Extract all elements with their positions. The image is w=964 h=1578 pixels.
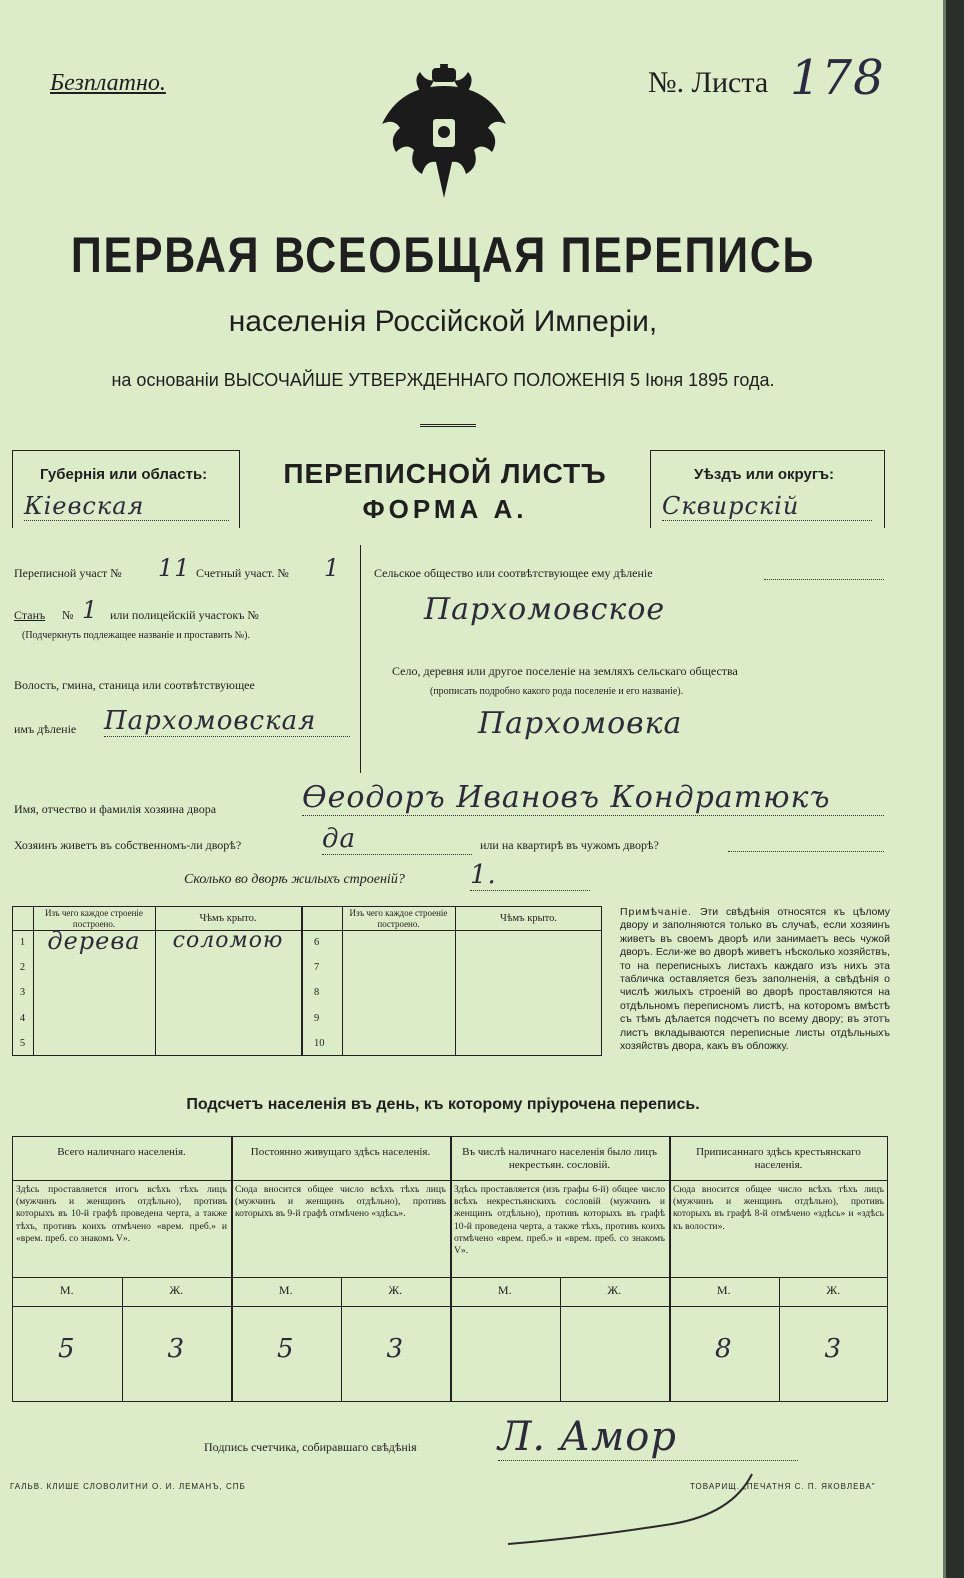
- note-title: Примѣчаніе.: [620, 906, 693, 918]
- building-roof: соломою: [172, 928, 284, 953]
- building-material: дерева: [47, 927, 141, 955]
- population-col-desc: Сюда вносится общее число всѣхъ тѣхъ лицъ (мужчинъ и женщинъ отдѣльно), противъ которыхъ въ 9-й графѣ отмѣчено «здѣсь».: [235, 1184, 446, 1220]
- count-district-label: Счетный участ. №: [196, 566, 289, 580]
- village-label: Село, деревня или другое поселеніе на земляхъ сельскаго общества: [392, 664, 738, 678]
- owner-name-label: Имя, отчество и фамилія хозяина двора: [14, 802, 217, 816]
- male-count: 5: [57, 1334, 76, 1364]
- page-subtitle: населенія Россійской Имперіи,: [228, 305, 658, 338]
- district-value: 11: [158, 554, 191, 582]
- female-header: Ж.: [169, 1283, 184, 1297]
- scan-edge: [946, 0, 964, 1578]
- signature-label: Подпись счетчика, собиравшаго свѣдѣнія: [204, 1440, 417, 1454]
- female-header: Ж.: [607, 1283, 622, 1297]
- form-subtitle: ФОРМА А.: [362, 494, 528, 524]
- underline-note: (Подчеркнуть подлежащее названіе и проставить №).: [22, 630, 250, 641]
- sheet-number-label: №. Листа: [648, 66, 769, 99]
- basis-line: на основаніи ВЫСОЧАЙШЕ УТВЕРЖДЕННАГО ПОЛОЖЕНІЯ 5 Іюня 1895 года.: [111, 370, 775, 390]
- stan-label: Станъ: [14, 608, 46, 622]
- row-number: 6: [314, 937, 320, 948]
- population-heading: Подсчетъ населенія въ день, къ которому пріурочена перепись.: [186, 1096, 700, 1113]
- female-count: 3: [167, 1334, 186, 1364]
- village-note: (прописать подробно какого рода поселеніе и его названіе).: [430, 686, 684, 697]
- col-material-right: Изъ чего каждое строеніе построено.: [349, 908, 448, 929]
- society-label: Сельское общество или соотвѣтствующее ему дѣленіе: [374, 566, 653, 580]
- society-value: Пархомовское: [424, 592, 666, 627]
- row-number: 2: [19, 962, 26, 974]
- population-col-title: Въ числѣ наличнаго населенія было лицъ некрестьян. сословій.: [462, 1146, 657, 1171]
- female-count: 3: [824, 1334, 843, 1364]
- signature-value: Л. Амор: [498, 1414, 798, 1461]
- owner-own-value: да: [322, 824, 472, 855]
- uezd-label: Уѣздъ или округъ:: [694, 466, 835, 483]
- row-number: 9: [314, 1012, 320, 1024]
- district-label: Переписной участ №: [14, 566, 122, 580]
- volost-label: Волость, гмина, станица или соотвѣтствующее: [14, 678, 255, 692]
- count-district-value: 1: [324, 554, 341, 582]
- village-value: Пархомовка: [478, 706, 683, 741]
- gubernia-label: Губернія или область:: [40, 466, 208, 483]
- note-text: Эти свѣдѣнія относятся къ цѣлому двору и заполняются только въ случаѣ, если хозяинъ живетъ въ своемъ дворѣ или занимаетъ весь чужой дворъ. Если-же во дворѣ живетъ нѣсколько хозяйствъ, то на переписныхъ листахъ каждаго изъ нихъ эта табличка оставляется безъ заполненія, а свѣдѣнія о числѣ жилыхъ строеній во дворѣ проставляются на отдѣльномъ переписномъ листѣ, на которомъ вмѣстѣ съ тѣмъ дѣлается подсчетъ по всему двору; въ этотъ листъ вкладываются переписные листы отдѣльныхъ хозяйствъ двора, какъ въ обложку.: [620, 906, 890, 1053]
- buildings-value: 1.: [470, 860, 590, 891]
- population-col-desc: Здѣсь проставляется (изъ графы 6-й) общее число всѣхъ некрестьянскихъ сословій (мужчинъ и женщинъ отдѣльно), противъ которыхъ въ графѣ 10-й проведена черта, а также тѣхъ, противъ коихъ отмѣчено «врем. преб.» и «врем. преб. со знакомъ V».: [454, 1184, 665, 1257]
- row-number: 7: [314, 962, 320, 974]
- sheet-number-value: 178: [790, 50, 885, 106]
- row-number: 5: [19, 1037, 26, 1049]
- population-col-desc: Здѣсь проставляется итогъ всѣхъ тѣхъ лицъ (мужчинъ и женщинъ отдѣльно), противъ которыхъ въ 10-й графѣ проведена черта, а также тѣхъ, противъ коихъ отмѣчено «врем. преб.» и «врем. преб. со знакомъ V».: [16, 1184, 227, 1244]
- page-title: ПЕРВАЯ ВСЕОБЩАЯ ПЕРЕПИСЬ: [70, 227, 816, 283]
- male-count: 5: [276, 1334, 295, 1364]
- police-label: или полицейскій участокъ №: [110, 608, 259, 622]
- col-roof-left: Чѣмъ крыто.: [199, 913, 257, 924]
- row-number: 1: [19, 937, 26, 948]
- stan-value: 1: [82, 596, 99, 624]
- buildings-label: Сколько во дворѣ жилыхъ строеній?: [184, 872, 405, 887]
- stan-no-label: №: [62, 608, 74, 622]
- owner-name-value: Өеодоръ Ивановъ Кондратюкъ: [302, 780, 884, 816]
- row-number: 10: [314, 1037, 325, 1049]
- free-label: Безплатно.: [50, 70, 166, 96]
- form-title: ПЕРЕПИСНОЙ ЛИСТЪ: [283, 458, 607, 489]
- female-count: 3: [386, 1334, 405, 1364]
- male-header: М.: [497, 1283, 512, 1297]
- owner-rent-label: или на квартирѣ въ чужомъ дворѣ?: [480, 838, 659, 852]
- gubernia-value: Кіевская: [24, 492, 229, 521]
- footer-left: ГАЛЬВ. КЛИШЕ СЛОВОЛИТНИ О. И. ЛЕМАНЪ, СПБ: [10, 1482, 246, 1491]
- owner-own-label: Хозяинъ живетъ въ собственномъ-ли дворѣ?: [14, 838, 242, 852]
- double-headed-eagle-icon: [376, 64, 512, 204]
- col-roof-right: Чѣмъ крыто.: [500, 913, 557, 924]
- population-col-title: Постоянно живущаго здѣсь населенія.: [250, 1146, 431, 1158]
- population-col-desc: Сюда вносится общее число всѣхъ тѣхъ лицъ (мужчинъ и женщинъ отдѣльно), противъ которыхъ въ графѣ 8-й отмѣчено «здѣсь» и «здѣсь къ волости».: [673, 1184, 884, 1232]
- footer-right: ТОВАРИЩ. „ПЕЧАТНЯ С. П. ЯКОВЛЕВА": [690, 1482, 876, 1491]
- uezd-value: Сквирскій: [662, 492, 872, 521]
- population-col-title: Всего наличнаго населенія.: [57, 1146, 186, 1158]
- row-number: 8: [314, 987, 320, 999]
- row-number: 3: [19, 987, 26, 999]
- col-material-left: Изъ чего каждое строеніе построено.: [45, 908, 143, 929]
- volost-value: Пархомовская: [104, 706, 350, 737]
- female-header: Ж.: [388, 1283, 403, 1297]
- male-count: 8: [714, 1334, 733, 1364]
- male-header: М.: [59, 1283, 74, 1297]
- row-number: 4: [19, 1012, 26, 1024]
- ornament-divider: [420, 424, 476, 435]
- population-col-title: Приписаннаго здѣсь крестьянскаго населенія.: [696, 1146, 861, 1171]
- female-header: Ж.: [826, 1283, 841, 1297]
- volost-label-2: имъ дѣленіе: [14, 722, 77, 736]
- male-header: М.: [716, 1283, 731, 1297]
- note-block: [620, 906, 890, 1053]
- male-header: М.: [278, 1283, 293, 1297]
